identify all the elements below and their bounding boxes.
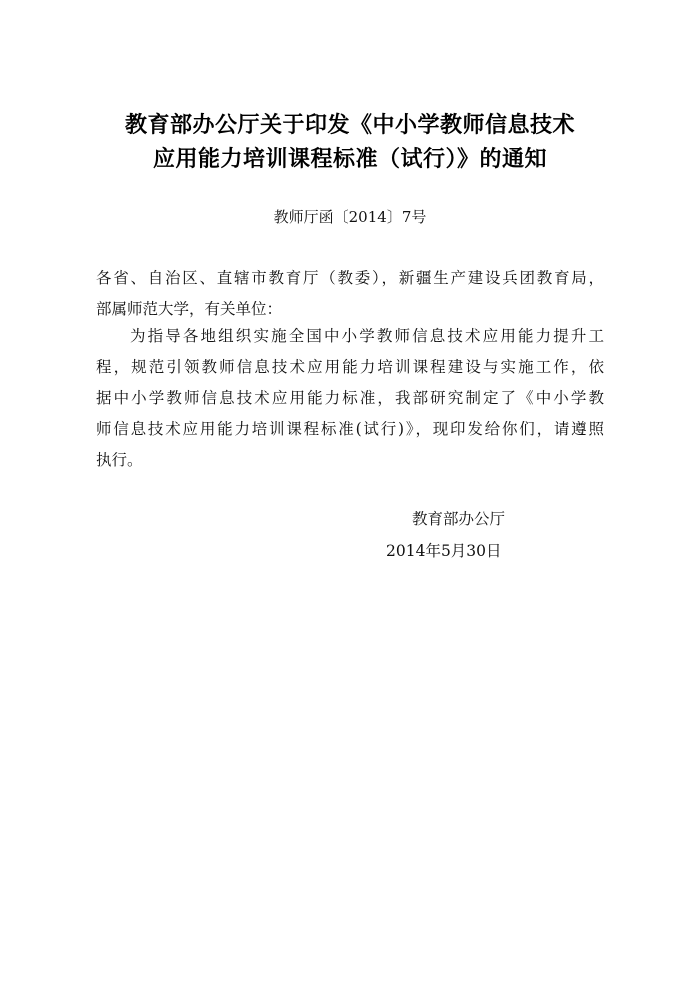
signer: 教育部办公厅: [412, 510, 506, 528]
title-line-1: 教育部办公厅关于印发《中小学教师信息技术: [124, 113, 575, 138]
body-line-1: 为指导各地组织实施全国中小学教师信息技术应用能力提升工: [130, 327, 604, 345]
addressee-line-2: 部属师范大学，有关单位：: [96, 300, 283, 318]
body-line-4: 师信息技术应用能力培训课程标准(试行)》，现印发给你们，请遵照: [96, 420, 604, 438]
addressee-line-1: 各省、自治区、直辖市教育厅（教委），新疆生产建设兵团教育局，: [96, 269, 604, 287]
title-line-2: 应用能力培训课程标准（试行）》的通知: [152, 147, 547, 172]
body-line-2: 程，规范引领教师信息技术应用能力培训课程建设与实施工作，依: [96, 358, 604, 376]
body-line-5: 执行。: [96, 451, 143, 469]
body-line-3: 据中小学教师信息技术应用能力标准，我部研究制定了《中小学教: [96, 389, 604, 407]
issue-date: 2014年5月30日: [386, 542, 502, 560]
document-number: 教师厅函〔2014〕7号: [273, 208, 427, 226]
